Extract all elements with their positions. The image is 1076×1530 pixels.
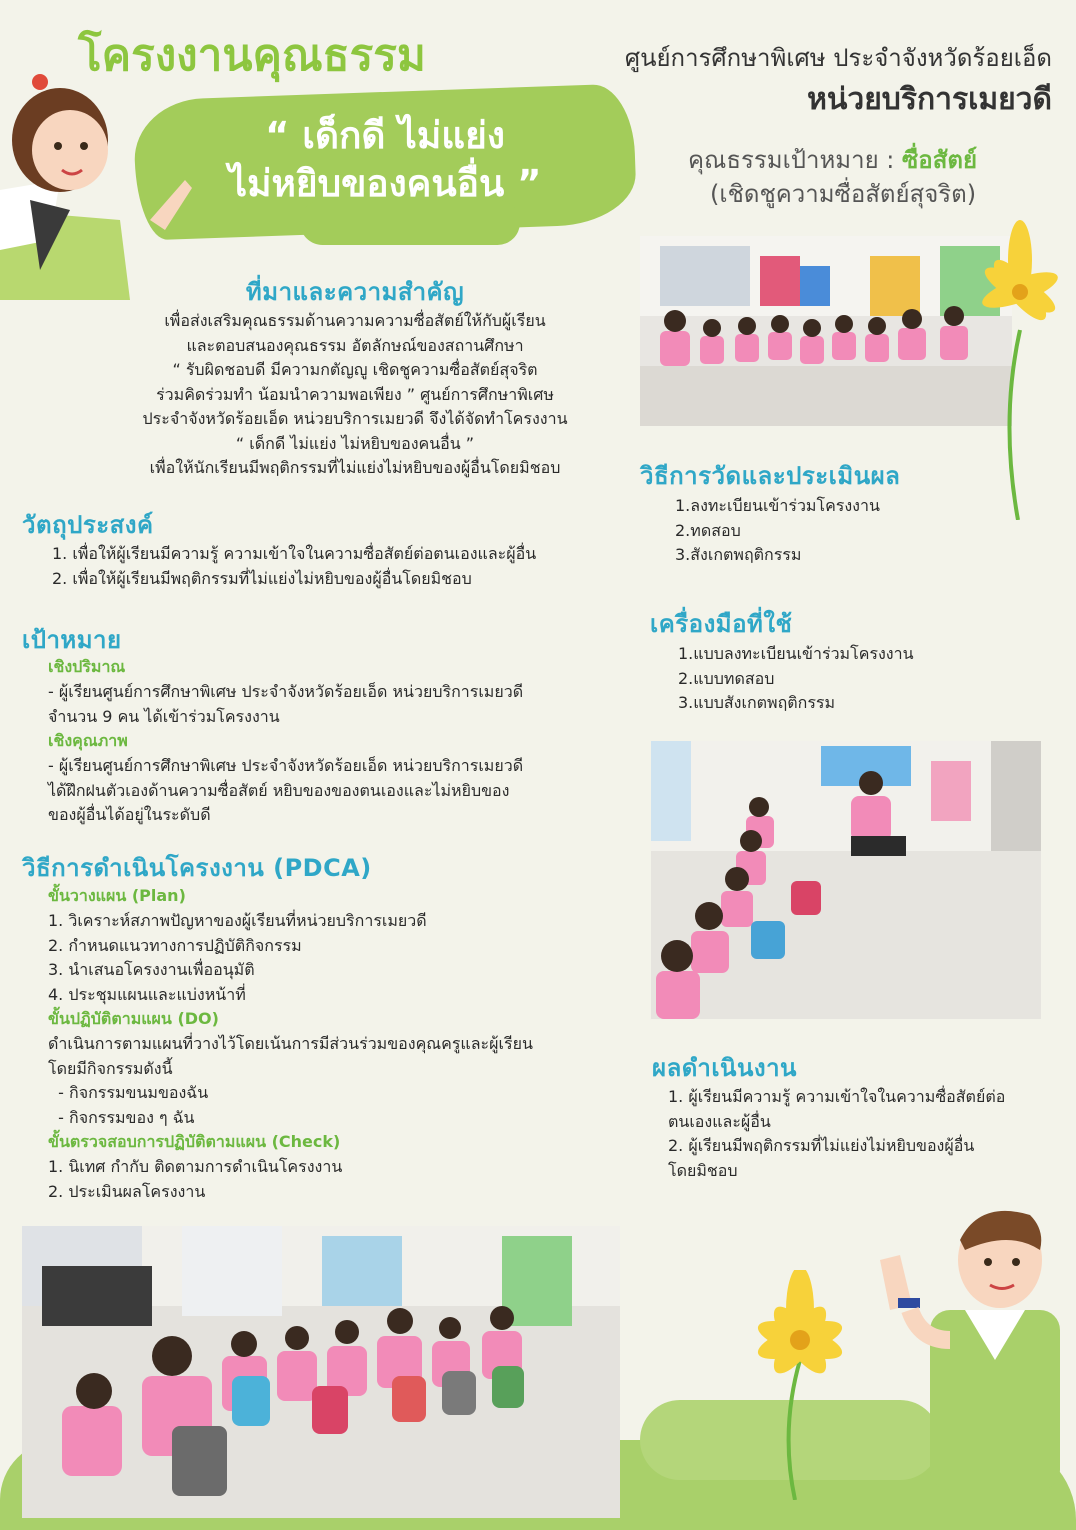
do-line: - กิจกรรมของ ๆ ฉัน [48, 1107, 195, 1127]
plan-item: 4. ประชุมแผนและแบ่งหน้าที่ [48, 984, 246, 1004]
goals-body [48, 655, 638, 828]
plan-item: 1. วิเคราะห์สภาพปัญหาของผู้เรียนที่หน่วยบริการเมยวดี [48, 911, 427, 930]
evaluation-list [675, 494, 880, 568]
tool-item: 3.แบบสังเกตพฤติกรรม [678, 693, 836, 712]
evaluation-item: 2.ทดสอบ [675, 520, 741, 540]
quantity-line: จำนวน 9 คน ได้เข้าร่วมโครงงาน [48, 706, 280, 726]
result-line: โดยมิชอบ [668, 1160, 738, 1180]
plan-item: 3. นำเสนอโครงงานเพื่ออนุมัติ [48, 960, 255, 979]
plan-label: ขั้นวางแผน (Plan) [48, 886, 186, 905]
classroom-photo-2 [651, 741, 1041, 1019]
evaluation-item: 1.ลงทะเบียนเข้าร่วมโครงงาน [675, 496, 880, 515]
goals-heading: เป้าหมาย [22, 626, 122, 654]
result-line: ตนเองและผู้อื่น [668, 1111, 771, 1131]
background-line: เพื่อส่งเสริมคุณธรรมด้านความความซื่อสัตย์ให้กับผู้เรียน [164, 311, 546, 330]
background-line: ร่วมคิดร่วมทำ น้อมนำความพอเพียง ” ศูนย์การศึกษาพิเศษ [156, 384, 554, 404]
background-line: “ เด็กดี ไม่แย่ง ไม่หยิบของคนอื่น ” [235, 433, 475, 453]
virtue-value: ซื่อสัตย์ [902, 146, 978, 174]
objective-item: 1. เพื่อให้ผู้เรียนมีความรู้ ความเข้าใจในความซื่อสัตย์ต่อตนเองและผู้อื่น [52, 544, 537, 563]
results-heading: ผลดำเนินงาน [652, 1054, 797, 1082]
plan-item: 2. กำหนดแนวทางการปฏิบัติกิจกรรม [48, 935, 302, 955]
quality-line: ของผู้อื่นได้อยู่ในระดับดี [48, 805, 211, 824]
boy-student-illustration [870, 1190, 1070, 1490]
tools-heading: เครื่องมือที่ใช้ [650, 610, 793, 638]
quantity-line: - ผู้เรียนศูนย์การศึกษาพิเศษ ประจำจังหวัดร้อยเอ็ด หน่วยบริการเมยวดี [48, 682, 524, 701]
quality-line: - ผู้เรียนศูนย์การศึกษาพิเศษ ประจำจังหวัดร้อยเอ็ด หน่วยบริการเมยวดี [48, 756, 524, 775]
background-line: และตอบสนองคุณธรรม อัตลักษณ์ของสถานศึกษา [186, 335, 524, 355]
check-item: 1. นิเทศ กำกับ ติดตามการดำเนินโครงงาน [48, 1157, 343, 1176]
flower-top-right [960, 220, 1076, 520]
quality-label: เชิงคุณภาพ [48, 731, 128, 750]
girl-student-illustration [0, 70, 200, 300]
do-line: โดยมีกิจกรรมดังนี้ [48, 1058, 173, 1078]
slogan [160, 112, 610, 208]
evaluation-heading: วิธีการวัดและประเมินผล [640, 462, 901, 490]
slogan-line-1: “ เด็กดี ไม่แย่ง [265, 114, 505, 157]
tool-item: 1.แบบลงทะเบียนเข้าร่วมโครงงาน [678, 644, 914, 663]
do-line: - กิจกรรมขนมของฉัน [48, 1083, 209, 1102]
quality-line: ได้ฝึกฝนตัวเองด้านความซื่อสัตย์ หยิบของของตนเองและไม่หยิบของ [48, 780, 510, 800]
tool-item: 2.แบบทดสอบ [678, 668, 775, 688]
do-line: ดำเนินการตามแผนที่วางไว้โดยเน้นการมีส่วนร่วมของคุณครูและผู้เรียน [48, 1034, 533, 1053]
objective-item: 2. เพื่อให้ผู้เรียนมีพฤติกรรมที่ไม่แย่งไม่หยิบของผู้อื่นโดยมิชอบ [52, 568, 472, 588]
evaluation-item: 3.สังเกตพฤติกรรม [675, 545, 802, 564]
pdca-body [48, 884, 638, 1204]
background-heading: ที่มาและความสำคัญ [245, 278, 465, 306]
project-title: โครงงานคุณธรรม [78, 30, 426, 81]
results-list [668, 1085, 1058, 1183]
background-line: ประจำจังหวัดร้อยเอ็ด หน่วยบริการเมยวดี จึงได้จัดทำโครงงาน [142, 409, 568, 428]
quantity-label: เชิงปริมาณ [48, 657, 126, 676]
org-name: ศูนย์การศึกษาพิเศษ ประจำจังหวัดร้อยเอ็ด [624, 44, 1052, 72]
background-text [70, 309, 640, 481]
background-line: เพื่อให้นักเรียนมีพฤติกรรมที่ไม่แย่งไม่หยิบของผู้อื่นโดยมิชอบ [149, 458, 561, 477]
check-item: 2. ประเมินผลโครงงาน [48, 1181, 206, 1201]
check-label: ขั้นตรวจสอบการปฏิบัติตามแผน (Check) [48, 1132, 341, 1151]
objectives-list [52, 542, 536, 591]
unit-name: หน่วยบริการเมยวดี [807, 82, 1052, 117]
tools-list [678, 642, 914, 716]
pdca-heading: วิธีการดำเนินโครงงาน (PDCA) [22, 854, 372, 882]
result-line: 2. ผู้เรียนมีพฤติกรรมที่ไม่แย่งไม่หยิบของผู้อื่น [668, 1136, 975, 1155]
objectives-heading: วัตถุประสงค์ [22, 511, 154, 539]
classroom-photo-1 [640, 236, 1012, 426]
slogan-line-2: ไม่หยิบของคนอื่น ” [228, 162, 542, 205]
result-line: 1. ผู้เรียนมีความรู้ ความเข้าใจในความซื่อสัตย์ต่อ [668, 1087, 1006, 1106]
virtue-note: (เชิดชูความซื่อสัตย์สุจริต) [710, 180, 977, 208]
background-line: “ รับผิดชอบดี มีความกตัญญู เชิดชูความซื่อสัตย์สุจริต [172, 360, 538, 379]
classroom-photo-3 [22, 1226, 620, 1518]
do-label: ขั้นปฏิบัติตามแผน (DO) [48, 1009, 219, 1028]
virtue-label: คุณธรรมเป้าหมาย : [688, 146, 903, 174]
